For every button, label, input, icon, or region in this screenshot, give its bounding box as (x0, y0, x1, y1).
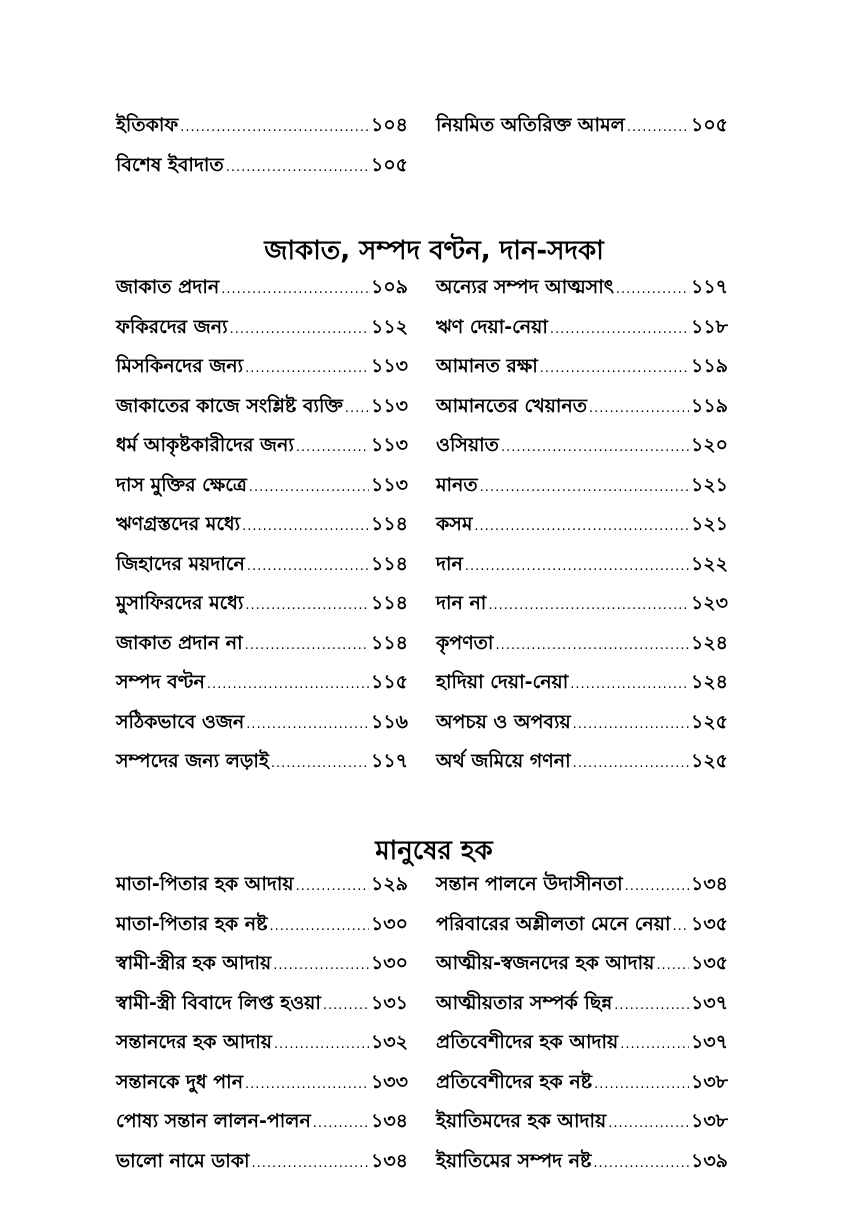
dot-leader (226, 160, 369, 175)
toc-entry-label: ইতিকাফ (116, 114, 179, 136)
toc-entry (116, 1147, 408, 1187)
toc-entry-page-number: ১২৪ (690, 671, 728, 693)
dot-leader (625, 879, 689, 894)
toc-entry (436, 550, 728, 590)
toc-entry-label: স্বামী-স্ত্রী বিবাদে লিপ্ত হওয়া (116, 991, 321, 1014)
toc-right-column (436, 273, 728, 787)
toc-entry-page-number: ১৩৫ (690, 912, 728, 935)
toc-entry-label: স্বামী-স্ত্রীর হক আদায় (116, 952, 272, 974)
dot-leader (593, 1156, 689, 1171)
toc-section-human-rights (116, 870, 728, 1186)
toc-entry-label: জাকাত প্রদান না (116, 631, 243, 654)
toc-entry-label: জাকাতের কাজে সংশ্লিষ্ট ব্যক্তি (116, 394, 343, 417)
toc-entry-label: প্রতিবেশীদের হক আদায় (436, 1031, 619, 1053)
toc-entry (436, 1107, 728, 1147)
dot-leader (594, 1077, 689, 1092)
toc-entry (436, 352, 728, 392)
toc-entry (116, 629, 408, 669)
toc-entry-page-number: ১১৭ (690, 276, 728, 298)
dot-leader (323, 998, 369, 1013)
toc-entry-page-number: ১১৩ (370, 394, 408, 417)
toc-entry (436, 1028, 728, 1068)
toc-entry-label: দান না (436, 592, 487, 614)
toc-entry-label: দান (436, 552, 463, 575)
toc-entry (436, 589, 728, 629)
toc-entry-page-number: ১৩৩ (370, 1070, 408, 1093)
dot-leader (501, 440, 689, 455)
dot-leader (540, 361, 689, 376)
toc-entry (436, 510, 728, 550)
toc-left-column (116, 111, 408, 190)
toc-entry (116, 747, 408, 787)
toc-entry (436, 111, 728, 151)
toc-entry (116, 431, 408, 471)
dot-leader (246, 717, 369, 732)
toc-entry (116, 392, 408, 432)
toc-entry (116, 668, 408, 708)
toc-entry (116, 708, 408, 748)
toc-entry (436, 668, 728, 708)
toc-entry-label: সম্পদ বণ্টন (116, 671, 205, 693)
dot-leader (245, 598, 369, 613)
toc-entry-label: জাকাত প্রদান (116, 276, 220, 298)
toc-entry-label: জিহাদের ময়দানে (116, 552, 245, 575)
toc-entry-label: প্রতিবেশীদের হক নষ্ট (436, 1070, 593, 1093)
toc-entry-page-number: ১১৪ (371, 513, 408, 535)
dot-leader (672, 919, 689, 934)
toc-entry-label: ওসিয়াত (436, 434, 499, 456)
toc-entry-page-number: ১৩৭ (690, 1031, 728, 1053)
toc-entry (116, 471, 408, 511)
toc-entry-page-number: ১৩৮ (690, 1110, 728, 1132)
toc-entry-label: ঋণগ্রস্তদের মধ্যে (116, 513, 241, 535)
toc-entry-label: ইয়াতিমদের হক আদায় (436, 1110, 607, 1132)
toc-entry-label: মুসাফিরদের মধ্যে (116, 592, 244, 614)
toc-section-ibadat (116, 111, 728, 190)
toc-entry-page-number: ১৩৭ (690, 991, 728, 1014)
toc-entry (116, 510, 408, 550)
toc-entry-page-number: ১১৯ (691, 355, 728, 377)
toc-entry-page-number: ১১৯ (691, 394, 728, 417)
toc-entry-label: কসম (436, 513, 473, 535)
toc-entry-page-number: ১১২ (370, 315, 408, 338)
dot-leader (495, 638, 689, 653)
toc-entry-page-number: ১৩৫ (690, 952, 728, 974)
toc-entry-page-number: ১০৫ (690, 114, 728, 136)
toc-entry-label: মিসকিনদের জন্য (116, 355, 244, 377)
toc-entry-label: অপচয় ও অপব্যয় (436, 710, 571, 733)
dot-leader (242, 519, 369, 534)
toc-entry (116, 151, 408, 191)
toc-entry-page-number: ১৩০ (370, 912, 408, 935)
toc-entry (116, 870, 408, 910)
dot-leader (573, 756, 689, 771)
toc-entry-label: অর্থ জমিয়ে গণনা (436, 750, 571, 772)
dot-leader (207, 677, 369, 692)
toc-entry-page-number: ১১৭ (370, 750, 408, 772)
toc-entry-label: আমানতের খেয়ানত (436, 394, 588, 417)
toc-entry (116, 550, 408, 590)
toc-entry-page-number: ১২৩ (690, 592, 728, 614)
dot-leader (465, 559, 689, 574)
toc-right-column (436, 870, 728, 1186)
toc-entry-page-number: ১০৫ (370, 153, 408, 176)
toc-entry-page-number: ১২৫ (690, 710, 728, 733)
toc-entry (116, 589, 408, 629)
toc-entry (116, 352, 408, 392)
toc-entry (436, 870, 728, 910)
toc-entry-page-number: ১১৫ (371, 671, 408, 693)
toc-entry-page-number: ১১৩ (370, 434, 408, 456)
toc-entry-label: আত্মীয়-স্বজনদের হক আদায় (436, 952, 655, 974)
toc-left-column (116, 273, 408, 787)
toc-entry-page-number: ১৩৪ (370, 1149, 408, 1172)
toc-entry-label: ভালো নামে ডাকা (116, 1149, 250, 1172)
toc-entry-label: আত্মীয়তার সম্পর্ক ছিন্ন (436, 991, 613, 1014)
toc-entry-page-number: ১৩৮ (690, 1070, 728, 1093)
dot-leader (474, 519, 689, 534)
dot-leader (271, 756, 369, 771)
toc-entry (436, 949, 728, 989)
dot-leader (296, 879, 369, 894)
toc-entry-label: ইয়াতিমের সম্পদ নষ্ট (436, 1149, 592, 1172)
toc-entry-label: নিয়মিত অতিরিক্ত আমল (436, 114, 625, 136)
toc-entry-label: কৃপণতা (436, 631, 494, 654)
dot-leader (296, 440, 369, 455)
toc-entry-label: ধর্ম আকৃষ্টকারীদের জন্য (116, 434, 294, 456)
toc-entry-label: মাতা-পিতার হক নষ্ট (116, 912, 268, 935)
toc-entry (436, 273, 728, 313)
dot-leader (245, 1077, 369, 1092)
toc-entry (116, 313, 408, 353)
section-heading-zakat: জাকাত, সম্পদ বণ্টন, দান-সদকা (264, 236, 604, 266)
toc-entry (116, 1068, 408, 1108)
dot-leader (245, 638, 369, 653)
dot-leader (274, 1037, 369, 1052)
toc-entry-label: আমানত রক্ষা (436, 355, 538, 377)
toc-entry-label: মাতা-পিতার হক আদায় (116, 873, 294, 895)
dot-leader (230, 322, 369, 337)
toc-entry-label: অন্যের সম্পদ আত্মসাৎ (436, 276, 614, 298)
toc-entry-page-number: ১১৪ (371, 631, 408, 654)
toc-entry (116, 949, 408, 989)
dot-leader (252, 1156, 369, 1171)
toc-entry (116, 910, 408, 950)
dot-leader (589, 401, 689, 416)
dot-leader (616, 282, 689, 297)
dot-leader (656, 958, 689, 973)
toc-entry-label: ফকিরদের জন্য (116, 315, 228, 338)
dot-leader (608, 1116, 689, 1131)
toc-entry-label: সম্পদের জন্য লড়াই (116, 750, 269, 772)
toc-entry-page-number: ১২১ (690, 513, 728, 535)
dot-leader (270, 919, 369, 934)
toc-entry (116, 273, 408, 313)
toc-entry-page-number: ১২২ (690, 552, 728, 575)
dot-leader (480, 480, 689, 495)
dot-leader (345, 401, 369, 416)
toc-entry (436, 989, 728, 1029)
toc-entry-page-number: ১২০ (690, 434, 728, 456)
toc-entry-page-number: ১০৪ (370, 114, 408, 136)
dot-leader (180, 120, 369, 135)
toc-entry-label: বিশেষ ইবাদাত (116, 153, 224, 176)
toc-entry (436, 747, 728, 787)
toc-entry-page-number: ১৩৯ (690, 1149, 728, 1172)
dot-leader (488, 598, 689, 613)
toc-entry-page-number: ১১৩ (370, 473, 408, 496)
toc-entry-page-number: ১২৫ (690, 750, 728, 772)
dot-leader (627, 120, 689, 135)
toc-entry-page-number: ১১৬ (370, 710, 408, 733)
toc-entry-page-number: ১২৯ (370, 873, 408, 895)
toc-entry-label: সঠিকভাবে ওজন (116, 710, 245, 733)
toc-entry (436, 708, 728, 748)
toc-entry-page-number: ১২৪ (690, 631, 728, 654)
toc-entry-label: সন্তান পালনে উদাসীনতা (436, 873, 623, 895)
toc-entry-label: পরিবারের অশ্লীলতা মেনে নেয়া (436, 912, 671, 935)
toc-entry-label: পোষ্য সন্তান লালন-পালন (116, 1110, 311, 1132)
dot-leader (550, 322, 689, 337)
toc-entry-label: ঋণ দেয়া-নেয়া (436, 315, 548, 338)
toc-entry (116, 1107, 408, 1147)
toc-entry-page-number: ১৩০ (370, 952, 408, 974)
toc-entry (436, 1068, 728, 1108)
toc-entry (436, 431, 728, 471)
toc-entry-label: সন্তানকে দুধ পান (116, 1070, 244, 1093)
dot-leader (620, 1037, 689, 1052)
toc-right-column (436, 111, 728, 190)
toc-left-column (116, 870, 408, 1186)
toc-entry-page-number: ১১৮ (691, 315, 728, 338)
section-heading-human-rights: মানুষের হক (375, 836, 493, 866)
toc-entry-page-number: ১১৩ (370, 355, 408, 377)
toc-entry-page-number: ১২১ (690, 473, 728, 496)
toc-entry (436, 629, 728, 669)
toc-entry-label: মানত (436, 473, 478, 496)
dot-leader (245, 361, 369, 376)
dot-leader (273, 958, 369, 973)
toc-entry (436, 1147, 728, 1187)
toc-entry (436, 910, 728, 950)
toc-entry (436, 313, 728, 353)
toc-entry-page-number: ১৩৪ (370, 1110, 408, 1132)
dot-leader (247, 559, 369, 574)
toc-entry-label: সন্তানদের হক আদায় (116, 1031, 272, 1053)
toc-section-zakat (116, 273, 728, 787)
toc-entry-label: হাদিয়া দেয়া-নেয়া (436, 671, 569, 693)
toc-entry (116, 1028, 408, 1068)
dot-leader (249, 480, 369, 495)
toc-entry (116, 989, 408, 1029)
toc-entry-page-number: ১০৯ (370, 276, 408, 298)
toc-entry-label: দাস মুক্তির ক্ষেত্রে (116, 473, 247, 496)
dot-leader (221, 282, 369, 297)
toc-entry-page-number: ১৩২ (370, 1031, 408, 1053)
dot-leader (614, 998, 689, 1013)
toc-entry (116, 111, 408, 151)
dot-leader (570, 677, 689, 692)
toc-entry-page-number: ১৩৪ (690, 873, 728, 895)
toc-entry (436, 392, 728, 432)
toc-entry-page-number: ১১৪ (371, 592, 408, 614)
toc-entry-page-number: ১১৪ (371, 552, 408, 575)
toc-entry-page-number: ১৩১ (370, 991, 408, 1014)
dot-leader (313, 1116, 369, 1131)
dot-leader (573, 717, 689, 732)
toc-entry (436, 471, 728, 511)
